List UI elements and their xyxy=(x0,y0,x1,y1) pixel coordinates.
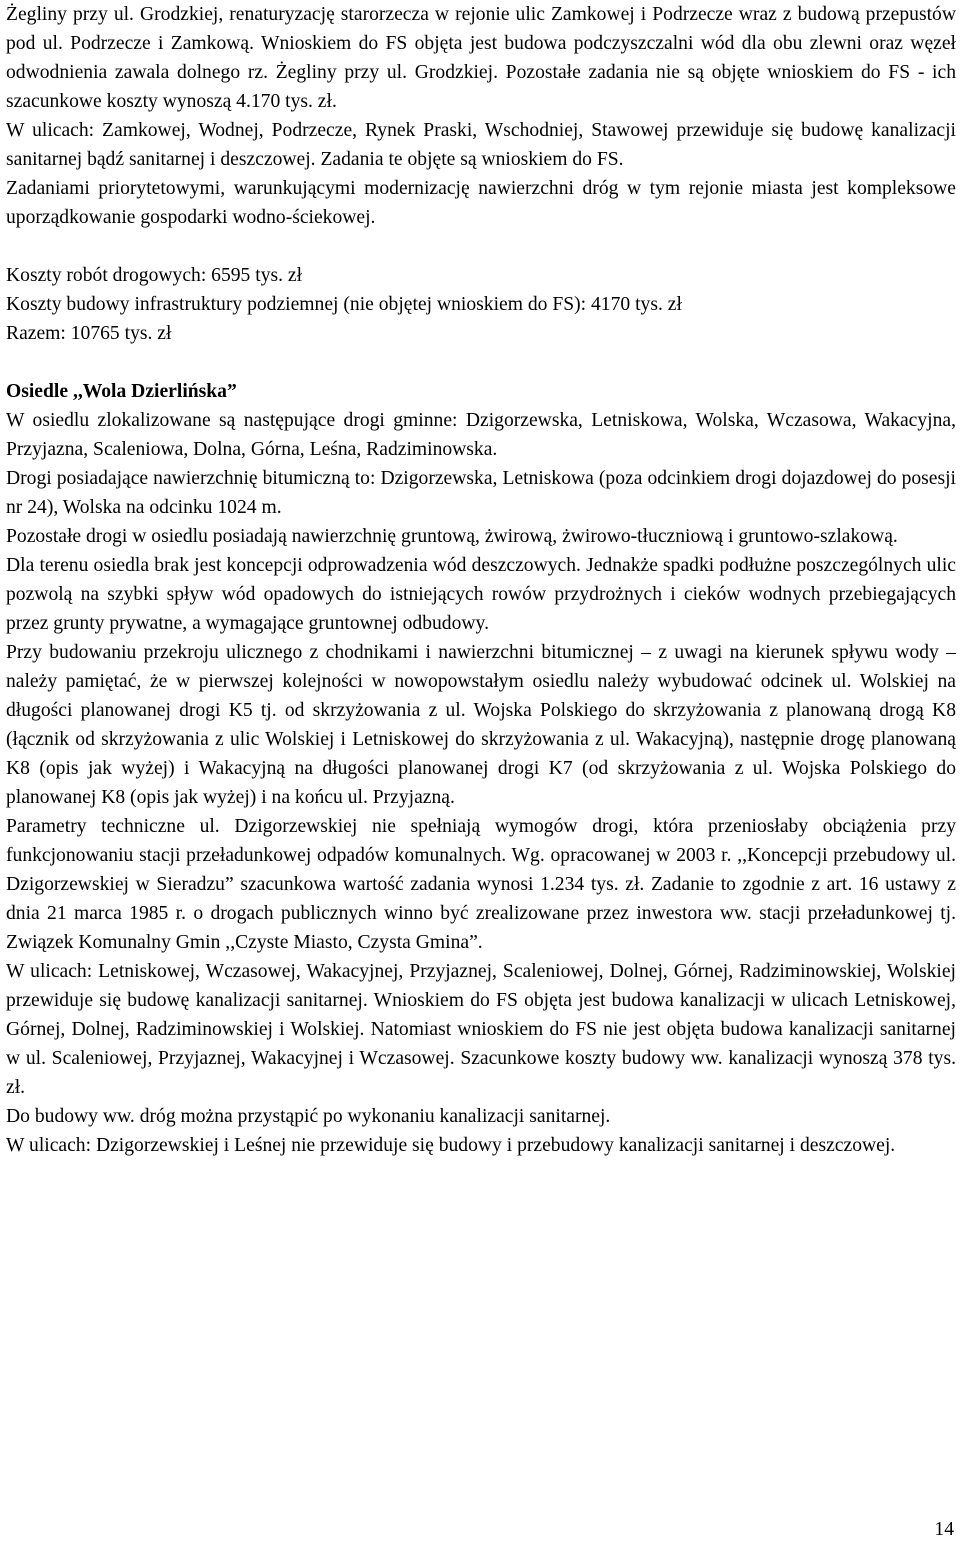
paragraph-pozostale-drogi: Pozostałe drogi w osiedlu posiadają nawierzchnię gruntową, żwirową, żwirowo-tłuczniową i gruntowo-szlakową. xyxy=(6,526,898,547)
cost-total: Razem: 10765 tys. zł xyxy=(6,323,172,344)
cost-underground: Koszty budowy infrastruktury podziemnej (nie objętej wnioskiem do FS): 4170 tys. zł xyxy=(6,294,682,315)
paragraph-priorytety: Zadaniami priorytetowymi, warunkującymi modernizację nawierzchni dróg w tym rejonie miasta jest kompleksowe uporządkowanie gospodarki wodno-ściekowej. xyxy=(6,178,956,228)
paragraph-budowa-drog: Do budowy ww. dróg można przystąpić po wykonaniu kanalizacji sanitarnej. xyxy=(6,1106,611,1127)
page-number: 14 xyxy=(934,1519,954,1540)
paragraph-dzigorzewska: Parametry techniczne ul. Dzigorzewskiej nie spełniają wymogów drogi, która przeniosłaby obciążenia przy funkcjonowaniu stacji przeładunkowej odpadów komunalnych. Wg. opracowanej w 2003 r. ,,Koncepcji przebudowy ul. Dzigorzewskiej w Sieradzu” szacunkowa wartość zadania wynosi 1.234 tys. zł. Zadanie to zgodnie z art. 16 ustawy z dnia 21 marca 1985 r. o drogach publicznych winno być zrealizowane przez inwestora ww. stacji przeładunkowej tj. Związek Komunalny Gmin ,,Czyste Miasto, Czysta Gmina”. xyxy=(6,816,956,953)
paragraph-przekroj-uliczny: Przy budowaniu przekroju ulicznego z chodnikami i nawierzchni bitumicznej – z uwagi na kierunek spływu wody – należy pamiętać, że w pierwszej kolejności w nowopowstałym osiedlu należy wybudować odcinek ul. Wolskiej na długości planowanej drogi K5 tj. od skrzyżowania z ul. Wojska Polskiego do skrzyżowania z planowaną drogą K8 (łącznik od skrzyżowania z ulic Wolskiej i Letniskowej do skrzyżowania z ul. Wakacyjną), następnie drogę planowaną K8 (opis jak wyżej) i Wakacyjną na długości planowanej drogi K7 (od skrzyżowania z ul. Wojska Polskiego do planowanej K8 (opis jak wyżej) i na końcu ul. Przyjazną. xyxy=(6,642,956,808)
paragraph-renaturyzacja: Żegliny przy ul. Grodzkiej, renaturyzację starorzecza w rejonie ulic Zamkowej i Podrzecze wraz z budową przepustów pod ul. Podrzecze i Zamkową. Wnioskiem do FS objęta jest budowa podczyszczalni wód dla obu zlewni oraz węzeł odwodnienia zawala dolnego rz. Żegliny przy ul. Grodzkiej. Pozostałe zadania nie są objęte wnioskiem do FS - ich szacunkowe koszty wynoszą 4.170 tys. zł. xyxy=(6,4,956,112)
cost-roads: Koszty robót drogowych: 6595 tys. zł xyxy=(6,265,303,286)
paragraph-brak-kanalizacji: W ulicach: Dzigorzewskiej i Leśnej nie przewiduje się budowy i przebudowy kanalizacji sanitarnej i deszczowej. xyxy=(6,1135,896,1156)
paragraph-nawierzchnia-bitumiczna: Drogi posiadające nawierzchnię bitumiczną to: Dzigorzewska, Letniskowa (poza odcinkiem drogi dojazdowej do posesji nr 24), Wolska na odcinku 1024 m. xyxy=(6,468,956,518)
paragraph-wody-deszczowe: Dla terenu osiedla brak jest koncepcji odprowadzenia wód deszczowych. Jednakże spadki podłużne poszczególnych ulic pozwolą na szybki spływ wód opadowych do istniejących rowów przydrożnych i cieków wodnych przebiegających przez grunty prywatne, a wymagające gruntownej odbudowy. xyxy=(6,555,956,634)
paragraph-drogi-gminne: W osiedlu zlokalizowane są następujące drogi gminne: Dzigorzewska, Letniskowa, Wolska, Wczasowa, Wakacyjna, Przyjazna, Scaleniowa, Dolna, Górna, Leśna, Radziminowska. xyxy=(6,410,956,460)
document-page xyxy=(6,0,956,1160)
paragraph-kanalizacja-sanitarna: W ulicach: Letniskowej, Wczasowej, Wakacyjnej, Przyjaznej, Scaleniowej, Dolnej, Górnej, Radziminowskiej, Wolskiej przewiduje się budowę kanalizacji sanitarnej. Wnioskiem do FS objęta jest budowa kanalizacji w ulicach Letniskowej, Górnej, Dolnej, Radziminowskiej i Wolskiej. Natomiast wnioskiem do FS nie jest objęta budowa kanalizacji sanitarnej w ul. Scaleniowej, Przyjaznej, Wakacyjnej i Wczasowej. Szacunkowe koszty budowy ww. kanalizacji wynoszą 378 tys. zł. xyxy=(6,961,956,1098)
spacer xyxy=(6,232,956,261)
section-heading: Osiedle ,,Wola Dzierlińska” xyxy=(6,381,237,402)
spacer xyxy=(6,348,956,377)
paragraph-kanalizacja-zamkowa: W ulicach: Zamkowej, Wodnej, Podrzecze, Rynek Praski, Wschodniej, Stawowej przewiduje się budowę kanalizacji sanitarnej bądź sanitarnej i deszczowej. Zadania te objęte są wnioskiem do FS. xyxy=(6,120,956,170)
